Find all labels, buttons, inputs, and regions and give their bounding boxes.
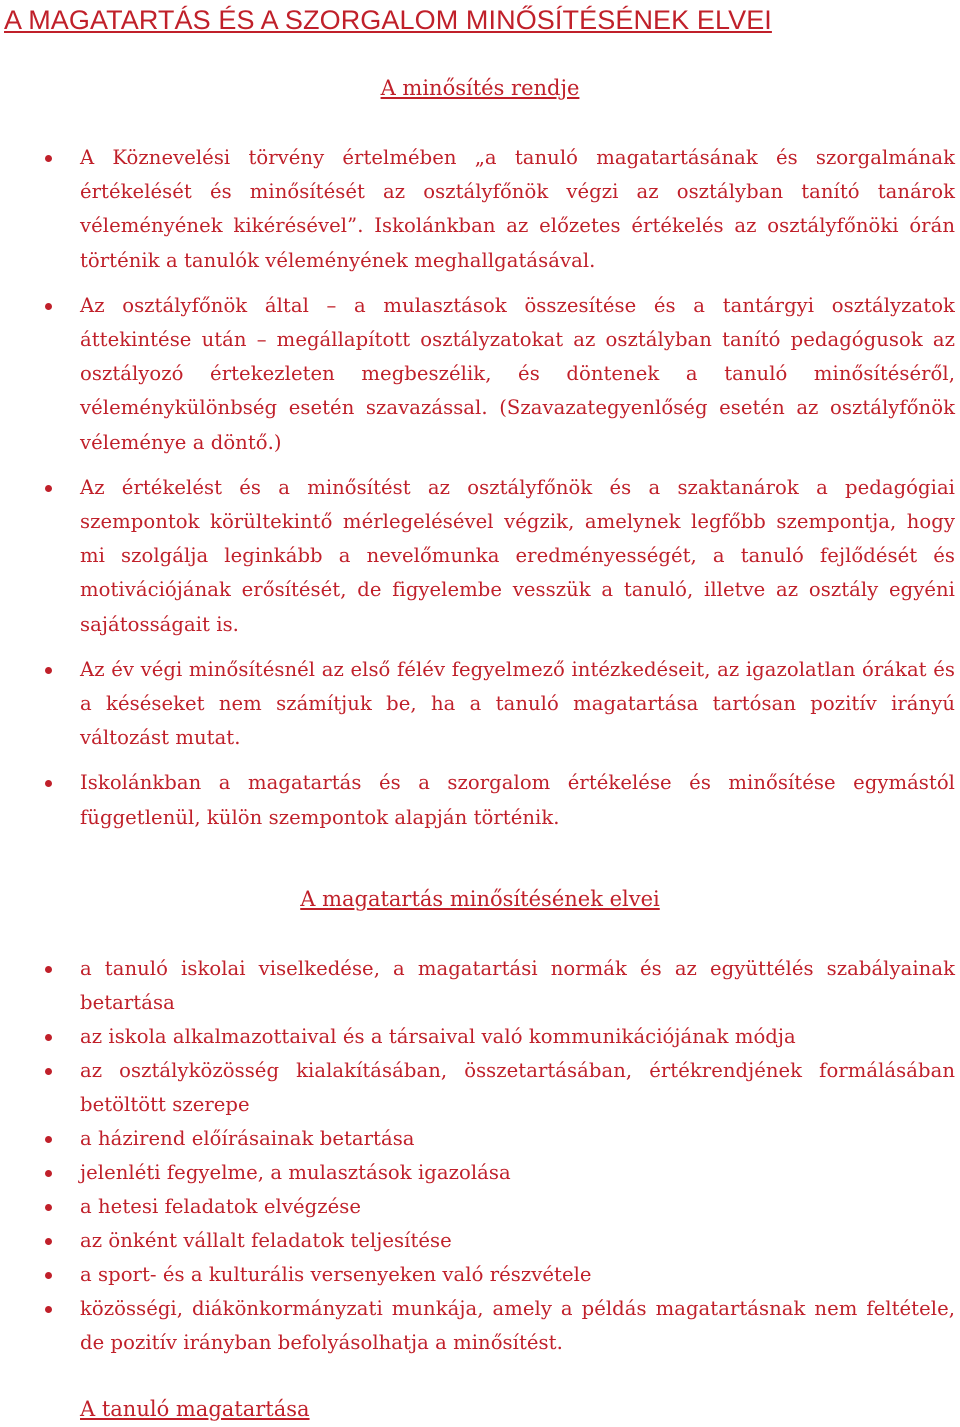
list-item-text: az iskola alkalmazottaival és a társaival való kommunikációjának módja [80,1025,796,1048]
document-title: A MAGATARTÁS ÉS A SZORGALOM MINŐSÍTÉSÉNEK ELVEI [4,5,772,35]
bullet-icon [45,1238,52,1245]
list-item [80,289,955,460]
bullet-icon [45,966,52,973]
bullet-icon [45,780,52,787]
bullet-icon [45,1136,52,1143]
list-item-text: Az év végi minősítésnél az első félév fegyelmező intézkedéseit, az igazolatlan órákat és a késéseket nem számítjuk be, ha a tanuló magatartása tartósan pozitív irányú változást mutat. [80,657,955,750]
list-item [80,1292,955,1360]
bullet-icon [45,1272,52,1279]
list-item-text: jelenléti fegyelme, a mulasztások igazolása [80,1161,511,1184]
bullet-icon [45,667,52,674]
bullet-icon [45,303,52,310]
list-item-text: a sport- és a kulturális versenyeken való részvétele [80,1263,592,1286]
bullet-icon [45,155,52,162]
list-item-text: közösségi, diákönkormányzati munkája, amely a példás magatartásnak nem feltétele, de pozitív irányban befolyásolhatja a minősítést. [80,1297,955,1354]
list-item-text: Iskolánkban a magatartás és a szorgalom értékelése és minősítése egymástól függetlenül, külön szempontok alapján történik. [80,771,955,829]
subheading-student-behavior: A tanuló magatartása [80,1397,310,1421]
list-item-text: az önként vállalt feladatok teljesítése [80,1229,452,1252]
list-item-text: Az osztályfőnök által – a mulasztások összesítése és a tantárgyi osztályzatok áttekintése után – megállapított osztályzatokat az osztályban tanító pedagógusok az osztályozó értekezleten megbeszélik, és döntenek a tanuló minősítéséről, véleménykülönbség esetén szavazással. (Szavazategyenlőség esetén az osztályfőnök véleménye a döntő.) [80,293,955,454]
list-item [80,1190,955,1224]
list-item [80,1258,955,1292]
bullet-icon [45,1068,52,1075]
section-heading-rating-order: A minősítés rendje [380,76,580,100]
list-item [80,1156,955,1190]
list-item [80,471,955,642]
list-item-text: A Köznevelési törvény értelmében „a tanuló magatartásának és szorgalmának értékelését és minősítését az osztályfőnök végzi az osztályban tanító tanárok véleményének kikérésével”. Iskolánkban az előzetes értékelés az osztályfőnöki órán történik a tanulók véleményének meghallgatásával. [80,146,955,272]
list-item-text: a tanuló iskolai viselkedése, a magatartási normák és az együttélés szabályainak betartása [80,957,955,1014]
bullet-icon [45,1034,52,1041]
list-item [80,1054,955,1122]
behavior-criteria-list [80,952,955,1360]
bullet-icon [45,485,52,492]
bullet-icon [45,1306,52,1313]
list-item-text: az osztályközösség kialakításában, összetartásában, értékrendjének formálásában betöltött szerepe [80,1059,955,1116]
bullet-icon [45,1204,52,1211]
list-item [80,1122,955,1156]
list-item [80,1224,955,1258]
list-item-text: Az értékelést és a minősítést az osztályfőnök és a szaktanárok a pedagógiai szempontok körültekintő mérlegelésével végzik, amelynek legfőbb szempontja, hogy mi szolgálja leginkább a nevelőmunka eredményességét, a tanuló fejlődését és motivációjának erősítését, de figyelembe vesszük a tanuló, illetve az osztály egyéni sajátosságait is. [80,475,955,636]
list-item [80,653,955,756]
list-item-text: a hetesi feladatok elvégzése [80,1195,361,1218]
list-item-text: a házirend előírásainak betartása [80,1127,415,1150]
bullet-icon [45,1170,52,1177]
list-item [80,141,955,278]
list-item [80,766,955,834]
rating-order-list [80,141,955,846]
list-item [80,952,955,1020]
list-item [80,1020,955,1054]
section-heading-behavior-principles: A magatartás minősítésének elvei [300,887,660,911]
